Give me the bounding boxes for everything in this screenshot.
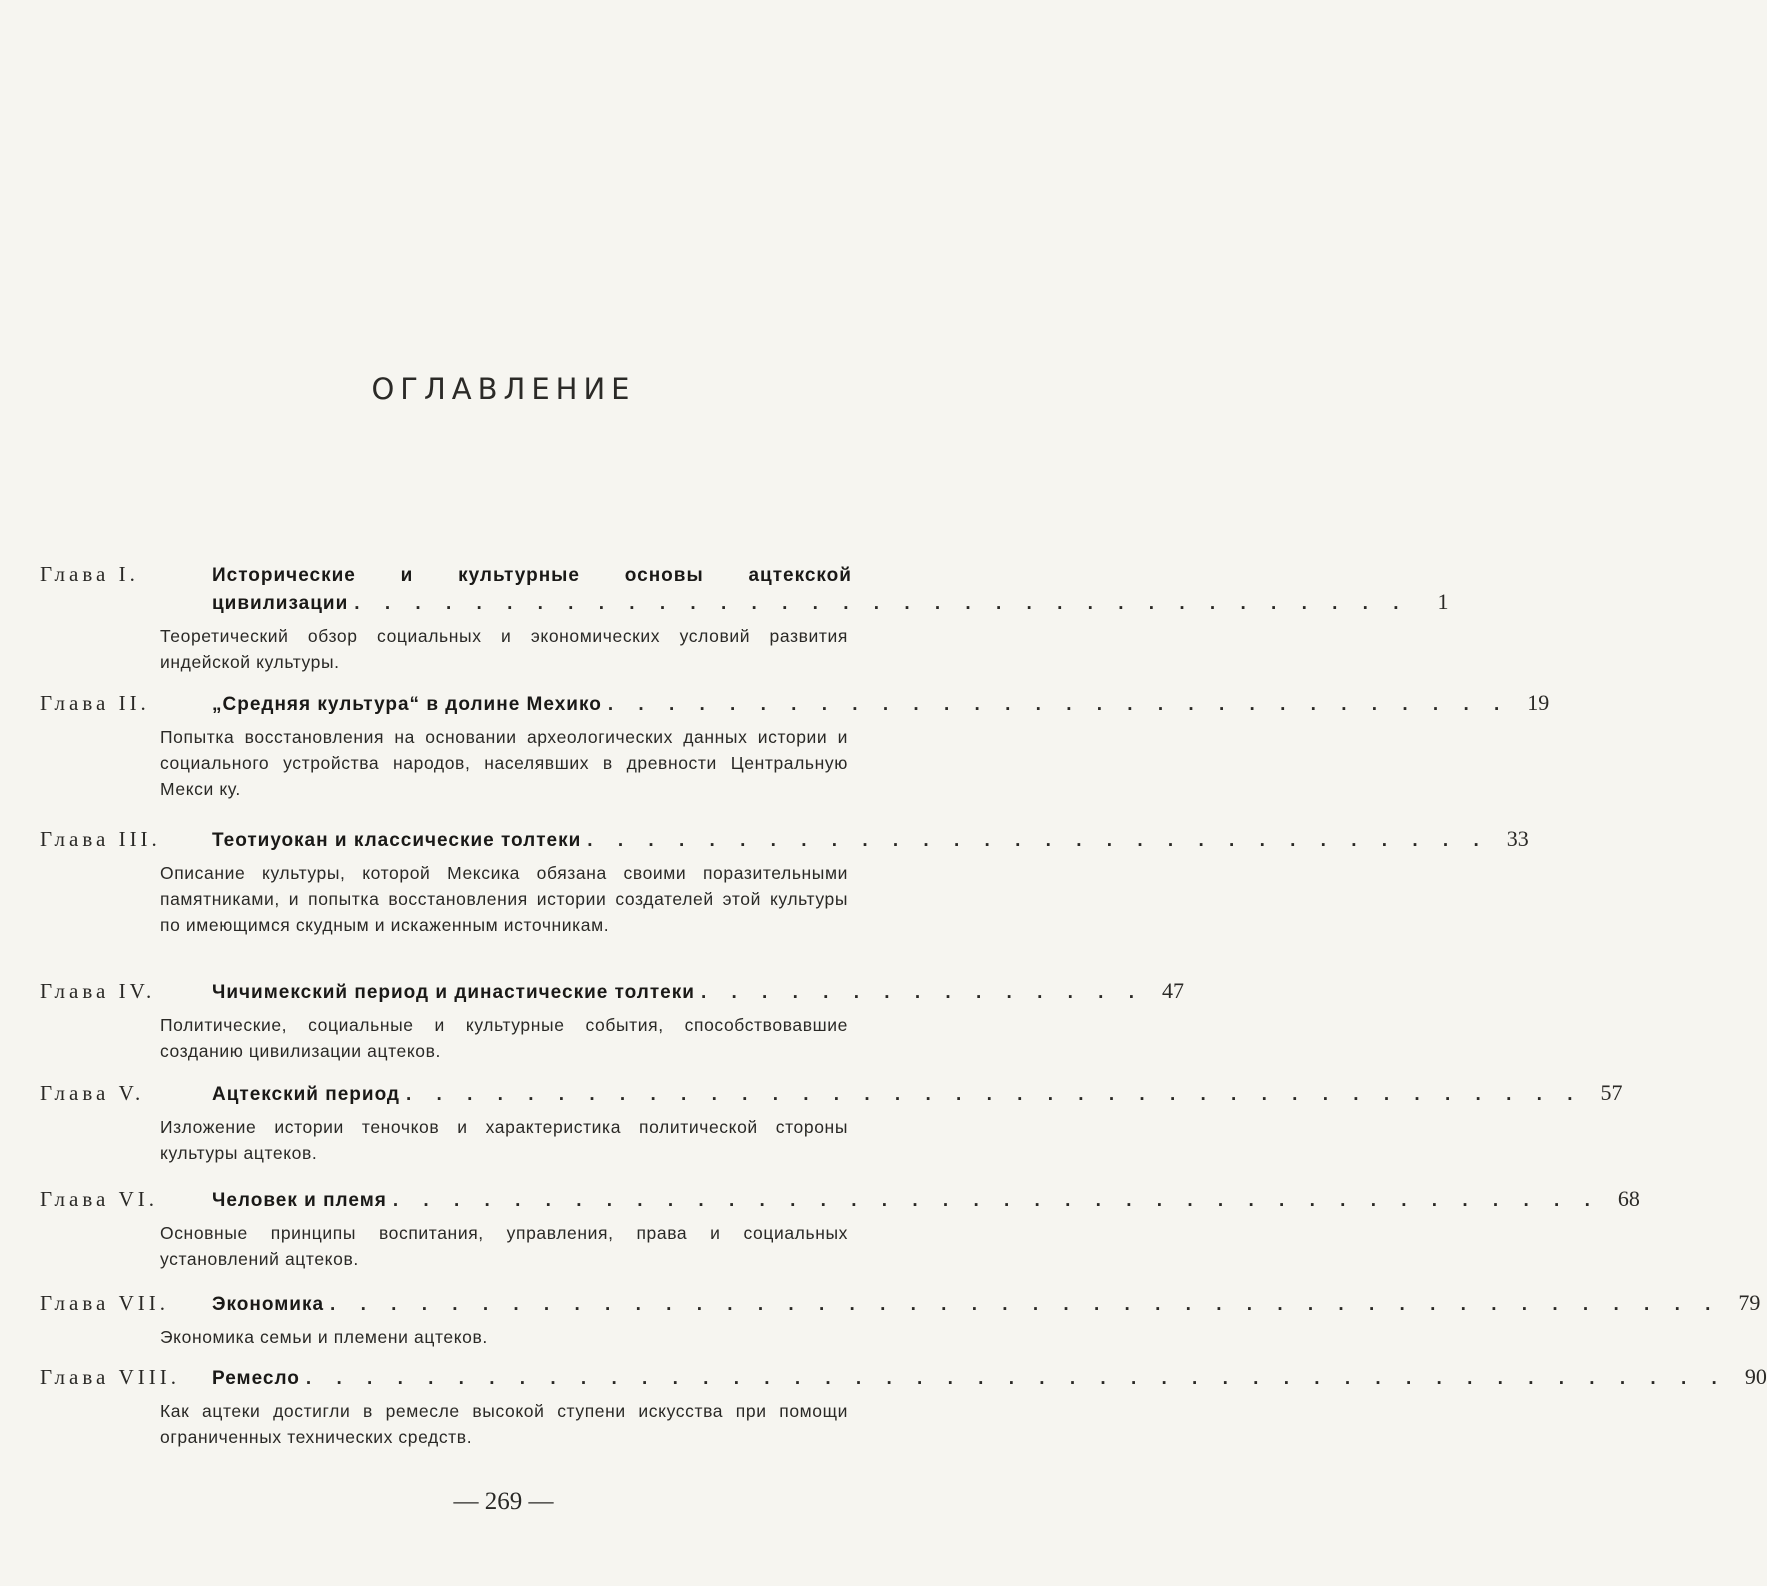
leader-dots: . . . . . . . . . . . . . . . . . . . . . . . . . . . . . . . . . . . . . . . . . . . . . . xyxy=(330,1294,1721,1315)
chapter-description: Экономика семьи и племени ацтеков. xyxy=(160,1327,488,1347)
toc-entry-header xyxy=(40,1290,1761,1316)
page-number: 90 xyxy=(1744,1364,1767,1389)
toc-entry-4 xyxy=(40,978,1185,1064)
page-number: 33 xyxy=(1506,826,1529,851)
toc-entry-1 xyxy=(40,562,1449,675)
toc-entry-header xyxy=(40,978,1185,1004)
chapter-label: Глава II. xyxy=(40,691,150,715)
page-footer-number: — 269 — xyxy=(453,1488,554,1515)
leader-dots: . . . . . . . . . . . . . . . . . . . . . . . . . . . . . . xyxy=(587,830,1489,851)
chapter-label: Глава VI. xyxy=(40,1187,158,1211)
toc-entry-8 xyxy=(40,1364,1767,1450)
toc-entry-header xyxy=(40,562,895,587)
page-number: 47 xyxy=(1162,978,1185,1003)
chapter-label: Глава III. xyxy=(40,827,161,851)
chapter-label: Глава VII. xyxy=(40,1291,169,1315)
chapter-title: Экономика xyxy=(212,1294,325,1315)
chapter-description: Изложение истории теночков и характеристика политической стороны культуры ацтеков. xyxy=(160,1117,848,1163)
chapter-title: Чичимекский период и династические толтеки xyxy=(212,982,695,1003)
page-number: 19 xyxy=(1527,690,1550,715)
chapter-title: „Средняя культура“ в долине Мехико xyxy=(212,694,602,715)
chapter-label: Глава I. xyxy=(40,562,139,586)
page-number: 79 xyxy=(1738,1290,1761,1315)
toc-entry-3 xyxy=(40,826,1529,938)
chapter-label: Глава IV. xyxy=(40,979,156,1003)
leader-dots: . . . . . . . . . . . . . . . . . . . . . . . . . . . . . . . . . . . . . . . xyxy=(406,1084,1583,1105)
leader-dots: . . . . . . . . . . . . . . . . . . . . . . . . . . . . . . . . . . . xyxy=(354,593,1409,614)
toc-entry-header xyxy=(40,1186,1640,1212)
chapter-description: Как ацтеки достигли в ремесле высокой ступени искусства при помощи ограниченных технических средств. xyxy=(160,1401,848,1447)
toc-entry-header xyxy=(40,690,1550,716)
chapter-title: Теотиуокан и классические толтеки xyxy=(212,830,582,851)
page-number: 68 xyxy=(1617,1186,1640,1211)
chapter-title xyxy=(212,565,895,587)
page-title: ОГЛАВЛЕНИЕ xyxy=(371,372,636,406)
leader-dots: . . . . . . . . . . . . . . . . . . . . . . . . . . . . . . . . . . . . . . . . xyxy=(392,1190,1600,1211)
toc-entry-header-cont xyxy=(40,589,1449,615)
chapter-label: Глава VIII. xyxy=(40,1365,180,1389)
chapter-title-line1 xyxy=(212,565,852,587)
leader-dots: . . . . . . . . . . . . . . . xyxy=(700,982,1145,1003)
toc-entry-header xyxy=(40,826,1529,852)
toc-entry-2 xyxy=(40,690,1550,802)
chapter-description: Попытка восстановления на основании археологических данных истории и социального устройства народов, населявших в древности Центральную Мекси ку. xyxy=(160,727,848,799)
chapter-title: Человек и племя xyxy=(212,1190,387,1211)
chapter-title: Ремесло xyxy=(212,1368,300,1389)
toc-entry-header xyxy=(40,1080,1623,1106)
page-number: 1 xyxy=(1437,589,1449,614)
chapter-description: Политические, социальные и культурные события, способствовавшие созданию цивилизации ацтеков. xyxy=(160,1015,848,1061)
title-word: Исторические xyxy=(212,565,356,586)
chapter-description: Описание культуры, которой Мексика обязана своими поразительными памятниками, и попытка восстановления истории создателей этой культуры по имеющимся скудным и искаженным источникам. xyxy=(160,863,848,935)
toc-entry-6 xyxy=(40,1186,1640,1272)
toc-entry-7 xyxy=(40,1290,1761,1350)
title-word: основы xyxy=(624,565,704,586)
chapter-description: Основные принципы воспитания, управления, права и социальных установлений ацтеков. xyxy=(160,1223,848,1269)
toc-entry-5 xyxy=(40,1080,1623,1166)
title-word: и xyxy=(400,565,414,586)
toc-entry-header xyxy=(40,1364,1767,1390)
chapter-label: Глава V. xyxy=(40,1081,145,1105)
chapter-title-line2: цивилизации xyxy=(212,593,349,614)
leader-dots: . . . . . . . . . . . . . . . . . . . . . . . . . . . . . . . . . . . . . . . . . . . . . . . xyxy=(305,1368,1727,1389)
chapter-description: Теоретический обзор социальных и экономических условий развития индейской культуры. xyxy=(160,626,848,672)
leader-dots: . . . . . . . . . . . . . . . . . . . . . . . . . . . . . . xyxy=(607,694,1510,715)
title-word: ацтекской xyxy=(748,565,852,586)
page-number: 57 xyxy=(1600,1080,1623,1105)
chapter-title: Ацтекский период xyxy=(212,1084,400,1105)
title-word: культурные xyxy=(458,565,580,586)
